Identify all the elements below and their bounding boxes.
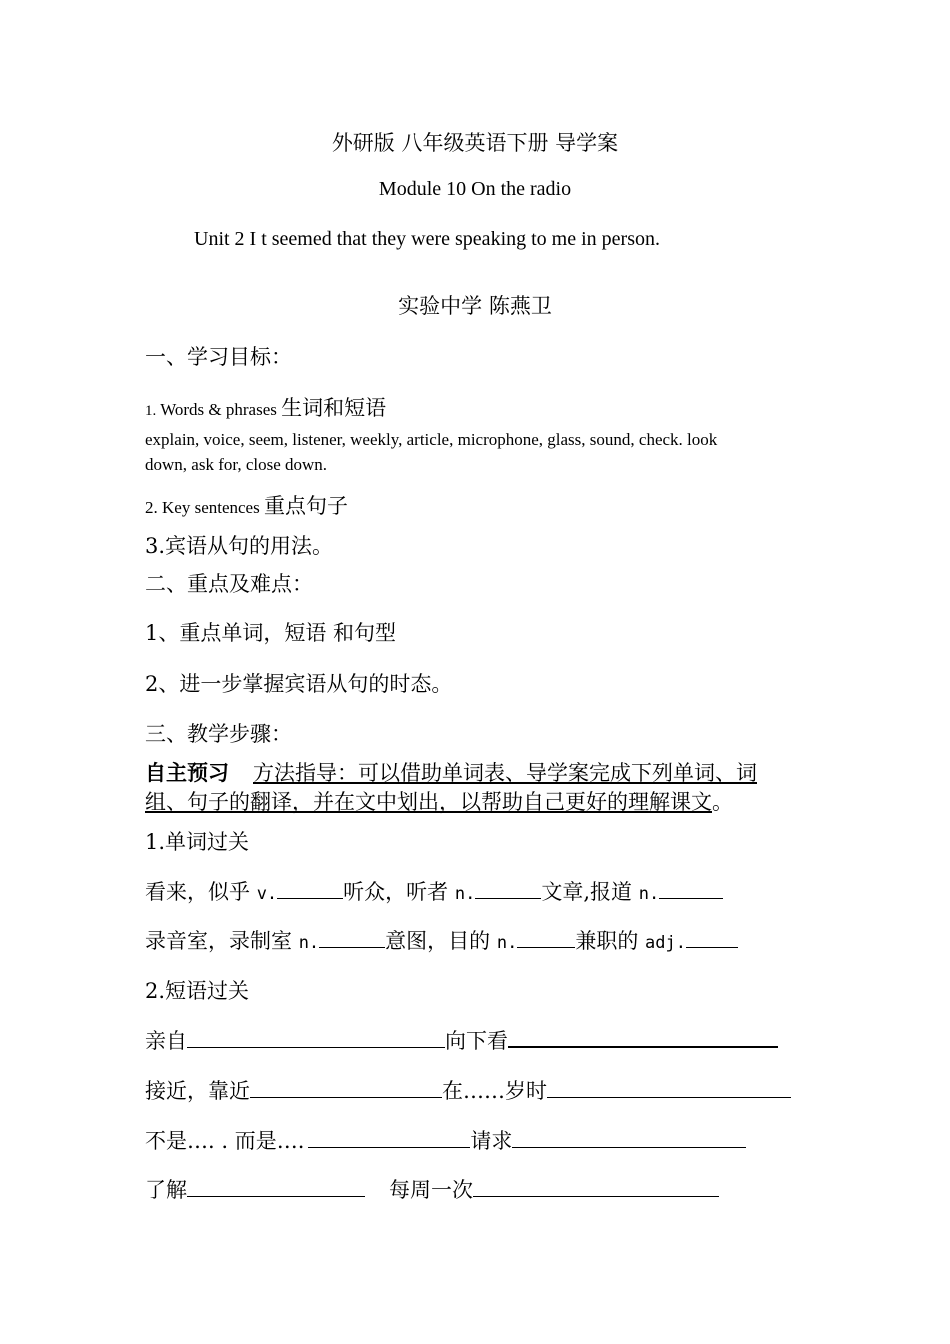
method-guide-text-cont: 组、句子的翻译，并在文中划出，以帮助自己更好的理解课文	[145, 790, 712, 814]
phrase-label: 向下看	[445, 1029, 508, 1053]
answer-blank[interactable]	[187, 1178, 365, 1197]
phrase-row-2	[145, 1075, 791, 1105]
vocab-pos: v.	[256, 884, 278, 904]
module-title: Module 10 On the radio	[378, 178, 572, 200]
guide-end-punct: 。	[712, 790, 733, 814]
vocab-pos: n.	[638, 884, 660, 904]
words-list-line-1: explain, voice, seem, listener, weekly, article, microphone, glass, sound, check. look	[145, 430, 718, 449]
section2-heading: 二、重点及难点：	[145, 572, 313, 596]
phrase-row-4	[145, 1174, 719, 1204]
doc-title: 外研版 八年级英语下册 导学案	[331, 131, 619, 155]
phrases-heading: 2.短语过关	[145, 979, 250, 1003]
words-list-line-2: down, ask for, close down.	[145, 455, 328, 474]
answer-blank[interactable]	[319, 929, 385, 948]
section1-heading: 一、学习目标：	[145, 345, 292, 369]
item-number: 1.	[145, 403, 157, 419]
answer-blank[interactable]	[473, 1178, 719, 1197]
vocab-row-2	[145, 925, 738, 955]
unit-title: Unit 2 I t seemed that they were speaking to me in person.	[194, 228, 660, 250]
author-line: 实验中学 陈燕卫	[398, 294, 552, 318]
vocab-label: 听众，听者	[343, 880, 455, 904]
answer-blank[interactable]	[308, 1129, 470, 1148]
answer-blank[interactable]	[547, 1079, 791, 1098]
answer-blank[interactable]	[686, 929, 738, 948]
preview-label: 自主预习	[145, 760, 229, 785]
item-label-zh: 重点句子	[263, 494, 348, 518]
item-label-en: Words & phrases	[156, 400, 282, 419]
phrase-label: 不是…. . 而是….	[145, 1129, 305, 1153]
phrase-row-1	[145, 1025, 778, 1055]
method-guide-text: 方法指导：可以借助单词表、导学案完成下列单词、词	[253, 761, 757, 785]
answer-blank[interactable]	[277, 880, 343, 899]
answer-blank[interactable]	[659, 880, 723, 899]
preview-guide-line-2	[145, 786, 733, 816]
vocab-pos: n.	[496, 933, 518, 953]
answer-blank[interactable]	[517, 929, 575, 948]
phrase-row-3	[145, 1125, 746, 1155]
answer-blank[interactable]	[512, 1129, 746, 1148]
vocab-pos: n.	[454, 884, 476, 904]
vocab-label: 文章,报道	[541, 880, 639, 904]
phrase-label: 请求	[470, 1129, 513, 1153]
objective-item-3: 3.宾语从句的用法。	[145, 534, 334, 558]
preview-guide-line-1	[145, 757, 757, 787]
vocab-label: 录音室，录制室	[145, 929, 299, 953]
vocab-heading: 1.单词过关	[145, 830, 250, 854]
phrase-label: 接近，靠近	[145, 1079, 250, 1103]
vocab-row-1	[145, 876, 723, 906]
objective-item-1	[145, 392, 386, 422]
section3-heading: 三、教学步骤：	[145, 722, 292, 746]
answer-blank[interactable]	[250, 1079, 442, 1098]
phrase-label: 亲自	[145, 1029, 187, 1053]
answer-blank[interactable]	[475, 880, 541, 899]
item-label-zh: 生词和短语	[281, 396, 387, 420]
keypoint-item-2: 2、进一步掌握宾语从句的时态。	[145, 672, 453, 696]
answer-blank[interactable]	[187, 1029, 445, 1048]
phrase-label: 在……岁时	[442, 1079, 547, 1103]
vocab-pos: n.	[298, 933, 320, 953]
phrase-label: 了解	[145, 1178, 187, 1202]
vocab-label: 看来，似乎	[145, 880, 257, 904]
item-label-en: 2. Key sentences	[145, 498, 264, 517]
vocab-pos: adj.	[645, 933, 686, 953]
vocab-label: 意图，目的	[385, 929, 497, 953]
objective-item-2	[145, 490, 348, 520]
keypoint-item-1: 1、重点单词，短语 和句型	[145, 621, 397, 645]
answer-blank[interactable]	[508, 1028, 778, 1048]
vocab-label: 兼职的	[575, 929, 646, 953]
phrase-label: 每周一次	[389, 1178, 473, 1202]
